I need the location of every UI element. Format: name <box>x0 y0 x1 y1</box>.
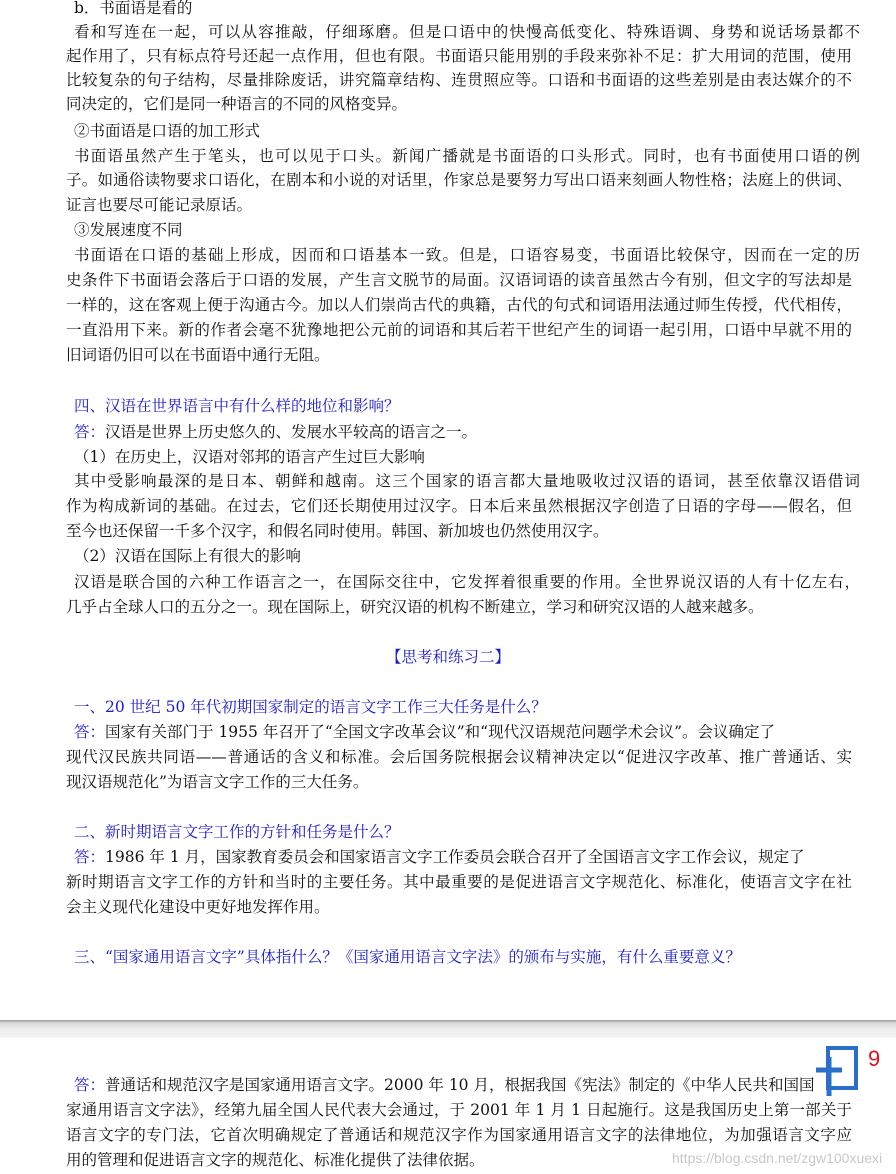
paragraph-line: 现代汉民族共同语——普通话的含义和标准。会后国务院根据会议精神决定以“促进汉字改革、推广普通话、实 <box>66 748 852 766</box>
paragraph-line: 作为构成新词的基础。在过去，它们还长期使用过汉字。日本后来虽然根据汉字创造了日语的字母——假名，但 <box>66 497 852 515</box>
answer-line: 答：国家有关部门于 1955 年召开了“全国文字改革会议”和“现代汉语规范问题学术会议”。会议确定了 <box>74 723 776 741</box>
paragraph-line: 汉语是联合国的六种工作语言之一，在国际交往中，它发挥着很重要的作用。全世界说汉语的人有十亿左右， <box>74 573 860 591</box>
answer-label: 答： <box>74 723 106 741</box>
paragraph-line: 比较复杂的句子结构，尽量排除废话，讲究篇章结构、连贯照应等。口语和书面语的这些差别是由表达媒介的不 <box>66 71 852 89</box>
question-2: 二、新时期语言文字工作的方针和任务是什么？ <box>74 823 400 841</box>
paragraph-line: 一样的，这在客观上便于沟通古今。加以人们崇尚古代的典籍，古代的句式和词语用法通过师生传授，代代相传， <box>66 296 852 314</box>
section-title: 【思考和练习二】 <box>385 648 510 666</box>
paragraph-line: 会主义现代化建设中更好地发挥作用。 <box>66 898 330 916</box>
paragraph-line: 书面语虽然产生于笔头，也可以见于口头。新闻广播就是书面语的口头形式。同时，也有书面使用口语的例 <box>74 147 860 165</box>
answer-line: 答：汉语是世界上历史悠久的、发展水平较高的语言之一。 <box>74 423 478 441</box>
paragraph-line: 其中受影响最深的是日本、朝鲜和越南。这三个国家的语言都大量地吸收过汉语的语词，甚至依靠汉语借词 <box>74 472 860 490</box>
paragraph-heading: （2）汉语在国际上有很大的影响 <box>74 547 301 565</box>
paragraph-line: 用的管理和促进语言文字的规范化、标准化提供了法律依据。 <box>66 1151 485 1169</box>
paragraph-line: 一直沿用下来。新的作者会毫不犹豫地把公元前的词语和其后若干世纪产生的词语一起引用，口语中早就不用的 <box>66 321 852 339</box>
paragraph-line: 家通用语言文字法》，经第九届全国人民代表大会通过，于 2001 年 1 月 1 日起施行。这是我国历史上第一部关于 <box>66 1101 852 1119</box>
paragraph-heading: ③发展速度不同 <box>74 221 183 239</box>
answer-label: 答： <box>74 848 106 866</box>
question-4: 四、汉语在世界语言中有什么样的地位和影响？ <box>74 397 400 415</box>
paragraph-heading: （1）在历史上，汉语对邻邦的语言产生过巨大影响 <box>74 448 425 466</box>
question-1: 一、20 世纪 50 年代初期国家制定的语言文字工作三大任务是什么？ <box>74 698 547 716</box>
page-break-shadow <box>0 1020 896 1038</box>
watermark-url: https://blog.csdn.net/zgw100xuexi <box>672 1150 883 1166</box>
paragraph-line: 看和写连在一起，可以从容推敲，仔细琢磨。但是口语中的快慢高低变化、特殊语调、身势和说话场景都不 <box>74 23 860 41</box>
paragraph-line: 史条件下书面语会落后于口语的发展，产生言文脱节的局面。汉语词语的读音虽然古今有别，但文字的写法却是 <box>66 271 852 289</box>
paragraph-line: 现汉语规范化”为语言文字工作的三大任务。 <box>66 773 369 791</box>
paragraph-line: 同决定的，它们是同一种语言的不同的风格变异。 <box>66 95 408 113</box>
page-number: 9 <box>868 1046 881 1071</box>
bookmark-logo-icon <box>812 1044 864 1100</box>
question-3: 三、“国家通用语言文字”具体指什么？《国家通用语言文字法》的颁布与实施，有什么重要意义？ <box>74 948 741 966</box>
paragraph-heading: ②书面语是口语的加工形式 <box>74 122 261 140</box>
paragraph-line: 几乎占全球人口的五分之一。现在国际上，研究汉语的机构不断建立，学习和研究汉语的人越来越多。 <box>66 598 764 616</box>
paragraph-line: 子。如通俗读物要求口语化，在剧本和小说的对话里，作家总是要努力写出口语来刻画人物性格；法庭上的供词、 <box>66 171 852 189</box>
answer-label: 答： <box>74 1076 106 1094</box>
paragraph-heading: b．书面语是看的 <box>74 0 193 17</box>
paragraph-line: 旧词语仍旧可以在书面语中通行无阻。 <box>66 346 330 364</box>
paragraph-line: 语言文字的专门法，它首次明确规定了普通话和规范汉字作为国家通用语言文字的法律地位，为加强语言文字应 <box>66 1126 852 1144</box>
paragraph-line: 证言也要尽可能记录原话。 <box>66 196 253 214</box>
answer-line: 答：普通话和规范汉字是国家通用语言文字。2000 年 10 月，根据我国《宪法》制定的《中华人民共和国国 <box>74 1076 815 1094</box>
paragraph-line: 至今也还保留一千多个汉字，和假名同时使用。韩国、新加坡也仍然使用汉字。 <box>66 522 609 540</box>
answer-line: 答：1986 年 1 月，国家教育委员会和国家语言文字工作委员会联合召开了全国语言文字工作会议，规定了 <box>74 848 805 866</box>
paragraph-line: 新时期语言文字工作的方针和当时的主要任务。其中最重要的是促进语言文字规范化、标准化，使语言文字在社 <box>66 873 852 891</box>
paragraph-line: 书面语在口语的基础上形成，因而和口语基本一致。但是，口语容易变，书面语比较保守，因而在一定的历 <box>74 246 860 264</box>
paragraph-line: 起作用了，只有标点符号还起一点作用，但也有限。书面语只能用别的手段来弥补不足：扩大用词的范围，使用 <box>66 47 852 65</box>
answer-label: 答： <box>74 423 106 441</box>
